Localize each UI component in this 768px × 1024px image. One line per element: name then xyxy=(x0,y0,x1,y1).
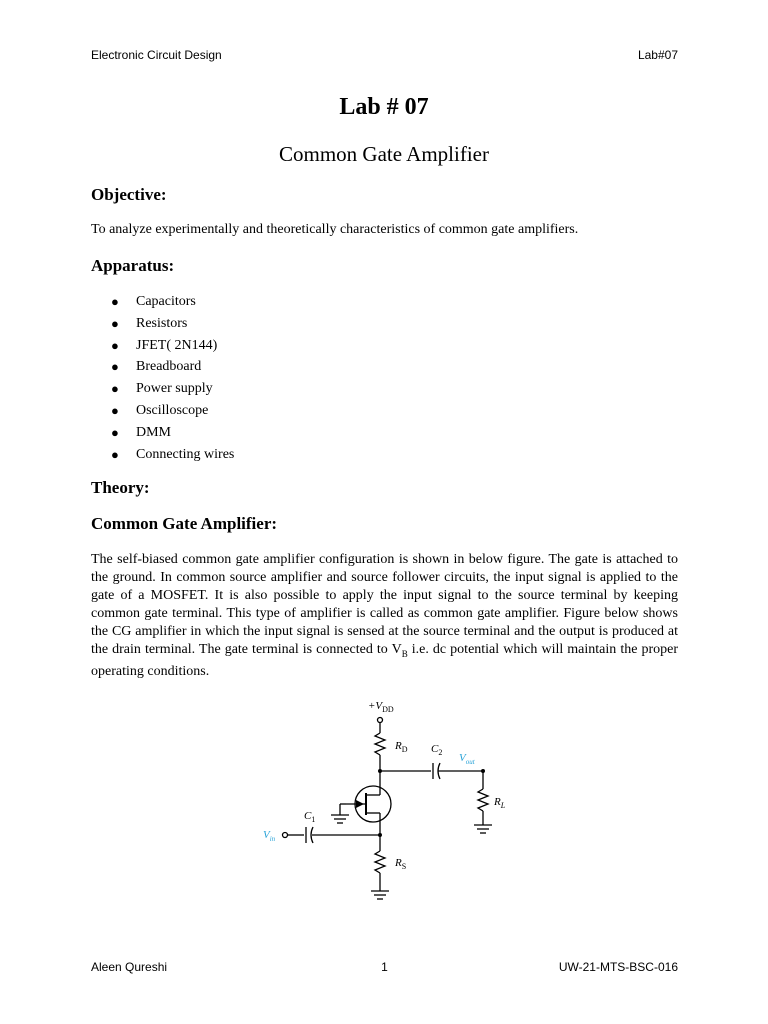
apparatus-heading: Apparatus: xyxy=(91,256,175,275)
c2-label: $C_2$ xyxy=(431,743,443,757)
vin-terminal xyxy=(283,833,288,838)
gate-arrow-icon xyxy=(356,800,364,808)
page-subtitle: Common Gate Amplifier xyxy=(279,142,489,166)
theory-subheading: Common Gate Amplifier: xyxy=(91,514,278,533)
list-item: ● Power supply xyxy=(111,379,234,401)
page-number: 1 xyxy=(381,960,388,974)
footer-student-id: UW-21-MTS-BSC-016 xyxy=(558,960,678,974)
rd-label: $R_D$ xyxy=(395,740,408,754)
vin-label: $V_{in}$ xyxy=(263,829,276,843)
vdd-terminal xyxy=(378,718,383,723)
bullet-icon: ● xyxy=(111,359,119,375)
list-item: ● Capacitors xyxy=(111,292,234,314)
objective-heading: Objective: xyxy=(91,185,167,204)
common-gate-circuit-diagram xyxy=(250,695,520,910)
list-item: ● Connecting wires xyxy=(111,445,234,467)
header-course: Electronic Circuit Design xyxy=(91,48,222,62)
list-item: ● JFET( 2N144) xyxy=(111,336,234,358)
vdd-label: $+V_{DD}$ xyxy=(368,700,394,714)
bullet-icon: ● xyxy=(111,315,119,331)
footer-author: Aleen Qureshi xyxy=(91,960,168,974)
page-title: Lab # 07 xyxy=(339,94,429,120)
ground-icon xyxy=(474,825,492,833)
objective-text: To analyze experimentally and theoretically characteristics of common gate amplifiers. xyxy=(91,222,579,237)
apparatus-list xyxy=(111,292,234,466)
page-header xyxy=(91,48,678,62)
ground-icon xyxy=(371,891,389,899)
theory-paragraph: The self-biased common gate amplifier configuration is shown in below figure. The gate is attached to the ground. In common source amplifier and source follower circuits, the input signal is applied to the gate of a MOSFET. It is also possible to apply the input signal to the source terminal by keeping common gate terminal. This type of amplifier is called as common gate amplifier. Figure below shows the CG amplifier in which the input signal is sensed at the source terminal and the output is produced at the drain terminal. The gate terminal is connected to $V_B$ i.e. dc potential which will maintain the proper operating conditions. xyxy=(91,552,678,679)
list-item: ● Breadboard xyxy=(111,357,234,379)
bullet-icon: ● xyxy=(111,337,119,353)
header-lab-number: Lab#07 xyxy=(637,48,678,62)
rs-resistor xyxy=(375,851,385,873)
theory-heading: Theory: xyxy=(91,478,150,497)
rd-resistor xyxy=(375,733,385,755)
bullet-icon: ● xyxy=(111,381,119,397)
bullet-icon: ● xyxy=(111,424,119,440)
bullet-icon: ● xyxy=(111,446,119,462)
c1-label: $C_1$ xyxy=(304,810,316,824)
page-footer xyxy=(91,960,678,974)
list-item: ● Oscilloscope xyxy=(111,401,234,423)
ground-icon xyxy=(331,815,349,823)
vout-label: $V_{out}$ xyxy=(459,752,475,766)
bullet-icon: ● xyxy=(111,294,119,309)
rl-label: $R_L$ xyxy=(494,796,506,810)
list-item: ● Resistors xyxy=(111,314,234,336)
rl-resistor xyxy=(478,789,488,811)
rs-label: $R_S$ xyxy=(395,857,407,871)
bullet-icon: ● xyxy=(111,402,119,418)
list-item: ● DMM xyxy=(111,423,234,445)
